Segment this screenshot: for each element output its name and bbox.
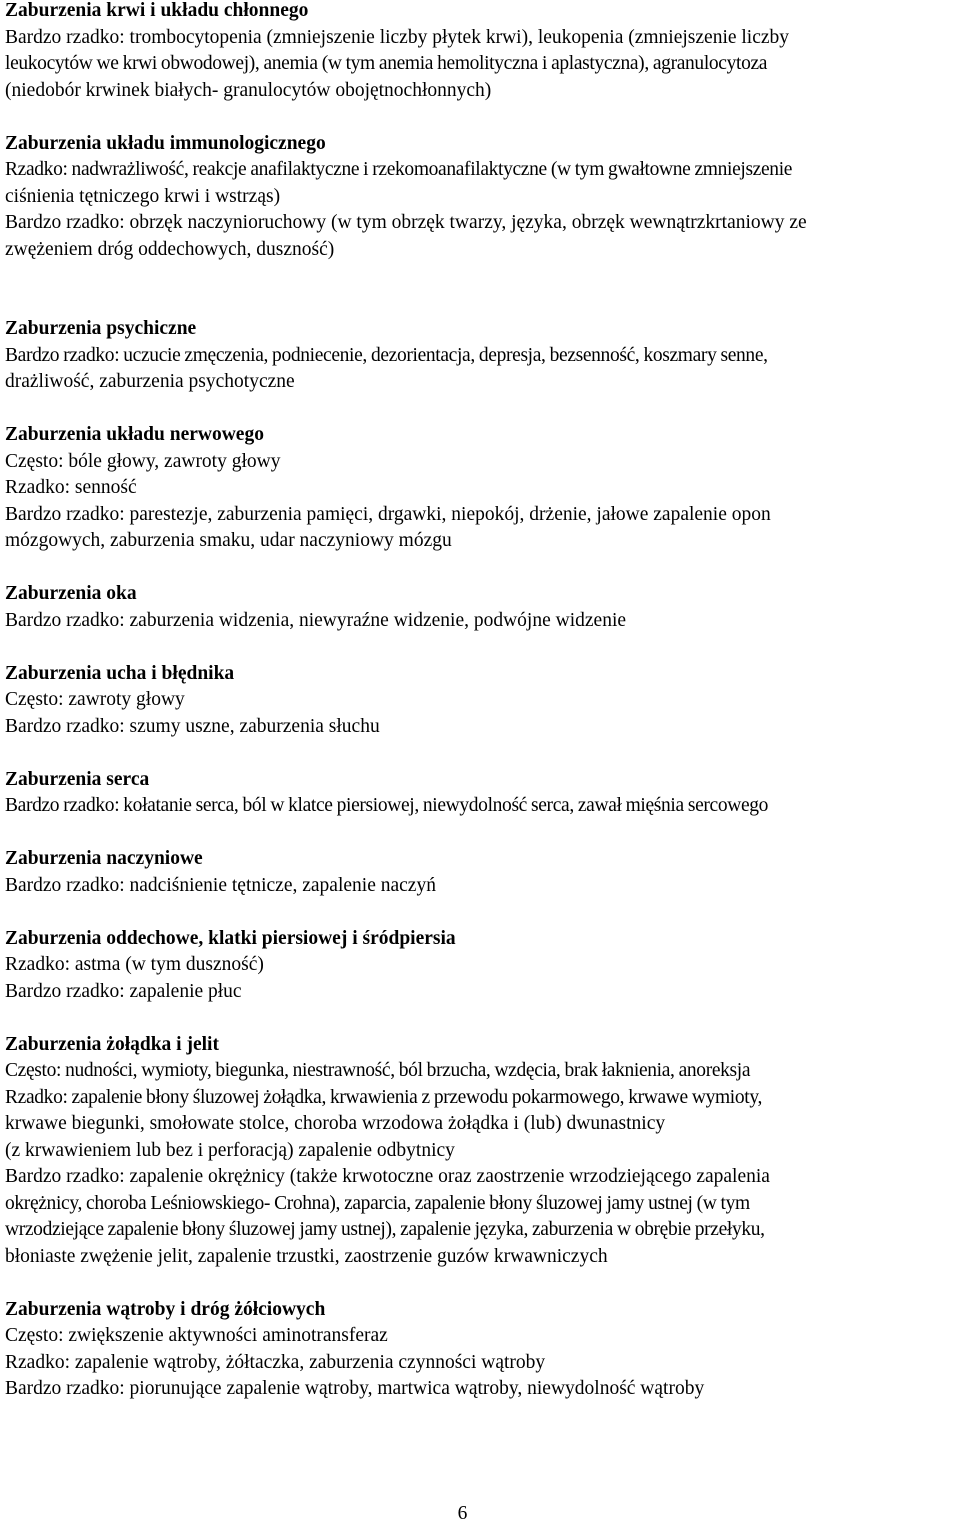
- text-line: Bardzo rzadko: piorunujące zapalenie wątroby, martwica wątroby, niewydolność wątroby: [5, 1378, 705, 1399]
- text-line: okrężnicy, choroba Leśniowskiego- Crohna), zaparcia, zapalenie błony śluzowej jamy ustnej (w tym: [5, 1192, 750, 1214]
- spacer: [5, 263, 957, 316]
- section-heart: [5, 767, 957, 820]
- spacer: [5, 555, 957, 582]
- text-line: Rzadko: nadwrażliwość, reakcje anafilaktyczne i rzekomoanafilaktyczne (w tym gwałtowne zmniejszenie: [5, 159, 793, 180]
- text-line: Bardzo rzadko: zapalenie okrężnicy (także krwotoczne oraz zaostrzenie wrzodziejącego zapalenia: [5, 1166, 770, 1187]
- text-line: Bardzo rzadko: zapalenie płuc: [5, 980, 242, 1002]
- text-line: ciśnienia tętniczego krwi i wstrząs): [5, 185, 281, 207]
- text-line: Bardzo rzadko: nadciśnienie tętnicze, zapalenie naczyń: [5, 874, 436, 896]
- text-line: (niedobór krwinek białych- granulocytów obojętnochłonnych): [5, 79, 492, 101]
- section-gastro: [5, 1032, 957, 1271]
- spacer: [5, 820, 957, 847]
- section-liver: [5, 1297, 957, 1403]
- text-line: leukocytów we krwi obwodowej), anemia (w tym anemia hemolityczna i aplastyczna), agranulocytoza: [5, 53, 768, 74]
- section-heading: Zaburzenia ucha i błędnika: [5, 662, 235, 684]
- section-ear: [5, 661, 957, 741]
- section-heading: Zaburzenia naczyniowe: [5, 848, 203, 869]
- section-heading: Zaburzenia układu immunologicznego: [5, 132, 326, 154]
- document-body: [5, 0, 957, 1403]
- spacer: [5, 634, 957, 661]
- text-line: Bardzo rzadko: trombocytopenia (zmniejszenie liczby płytek krwi), leukopenia (zmniejszenie liczby: [5, 26, 790, 48]
- text-line: Bardzo rzadko: kołatanie serca, ból w klatce piersiowej, niewydolność serca, zawał mięśnia sercowego: [5, 795, 769, 816]
- text-line: Często: nudności, wymioty, biegunka, niestrawność, ból brzucha, wzdęcia, brak łaknienia, anoreksja: [5, 1060, 751, 1081]
- text-line: Bardzo rzadko: zaburzenia widzenia, niewyraźne widzenie, podwójne widzenie: [5, 609, 627, 631]
- text-line: krwawe biegunki, smołowate stolce, choroba wrzodowa żołądka i (lub) dwunastnicy: [5, 1113, 666, 1134]
- text-line: Często: bóle głowy, zawroty głowy: [5, 450, 281, 472]
- spacer: [5, 1270, 957, 1297]
- text-line: (z krwawieniem lub bez i perforacją) zapalenie odbytnicy: [5, 1139, 455, 1161]
- section-immune: [5, 131, 957, 264]
- text-line: Bardzo rzadko: uczucie zmęczenia, podniecenie, dezorientacja, depresja, bezsenność, koszmary senne,: [5, 344, 768, 366]
- text-line: drażliwość, zaburzenia psychotyczne: [5, 371, 295, 392]
- section-nervous: [5, 422, 957, 555]
- spacer: [5, 396, 957, 423]
- text-line: Rzadko: astma (w tym duszność): [5, 954, 264, 975]
- text-line: Często: zawroty głowy: [5, 689, 185, 710]
- section-psychiatric: [5, 316, 957, 396]
- spacer: [5, 740, 957, 767]
- text-line: błoniaste zwężenie jelit, zapalenie trzustki, zaostrzenie guzów krwawniczych: [5, 1245, 608, 1267]
- text-line: Rzadko: zapalenie wątroby, żółtaczka, zaburzenia czynności wątroby: [5, 1351, 546, 1373]
- section-blood: [5, 0, 957, 104]
- text-line: Bardzo rzadko: parestezje, zaburzenia pamięci, drgawki, niepokój, drżenie, jałowe zapalenie opon: [5, 503, 771, 525]
- section-eye: [5, 581, 957, 634]
- text-line: Bardzo rzadko: obrzęk naczynioruchowy (w tym obrzęk twarzy, języka, obrzęk wewnątrzkrtaniowy ze: [5, 212, 807, 233]
- text-line: Rzadko: zapalenie błony śluzowej żołądka, krwawienia z przewodu pokarmowego, krwawe wymioty,: [5, 1086, 762, 1108]
- section-heading: Zaburzenia wątroby i dróg żółciowych: [5, 1298, 326, 1320]
- spacer: [5, 1005, 957, 1032]
- section-heading: Zaburzenia krwi i układu chłonnego: [5, 0, 309, 21]
- spacer: [5, 104, 957, 131]
- section-vascular: [5, 846, 957, 899]
- text-line: zwężeniem dróg oddechowych, duszność): [5, 238, 335, 260]
- section-heading: Zaburzenia oddechowe, klatki piersiowej i śródpiersia: [5, 927, 456, 949]
- section-heading: Zaburzenia żołądka i jelit: [5, 1033, 219, 1055]
- text-line: Często: zwiększenie aktywności aminotransferaz: [5, 1325, 388, 1346]
- section-respiratory: [5, 926, 957, 1006]
- section-heading: Zaburzenia oka: [5, 583, 137, 604]
- section-heading: Zaburzenia serca: [5, 768, 150, 790]
- text-line: mózgowych, zaburzenia smaku, udar naczyniowy mózgu: [5, 530, 452, 551]
- section-heading: Zaburzenia psychiczne: [5, 318, 197, 339]
- text-line: wrzodziejące zapalenie błony śluzowej jamy ustnej), zapalenie języka, zaburzenia w obrębie przełyku,: [5, 1219, 765, 1240]
- text-line: Bardzo rzadko: szumy uszne, zaburzenia słuchu: [5, 715, 380, 737]
- spacer: [5, 899, 957, 926]
- page-number: 6: [457, 1503, 468, 1524]
- text-line: Rzadko: senność: [5, 477, 137, 498]
- section-heading: Zaburzenia układu nerwowego: [5, 424, 264, 445]
